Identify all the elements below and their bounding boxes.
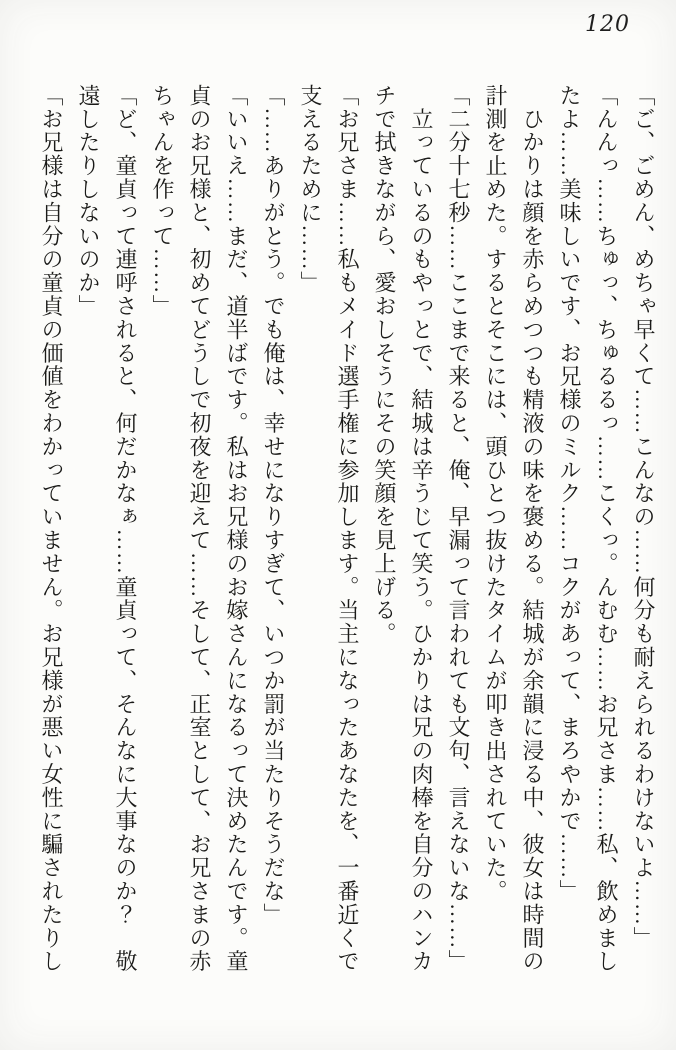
paragraph-dialogue-8: 「お兄様は自分の童貞の価値をわかっていません。お兄様が悪い女性に騙されたりし [39,84,64,974]
paragraph-dialogue-2: 「んんっ……ちゅっ、ちゅるるっ……こくっ。んむむ……お兄さま……私、飲めましたよ……美味しいです、お兄様のミルク……コクがあって、まろやかで……」 [557,84,619,974]
paragraph-narration-1: ひかりは顔を赤らめつつも精液の味を褒める。結城が余韻に浸る中、彼女は時間の計測を止めた。するとそこには、頭ひとつ抜けたタイムが叩き出されていた。 [483,84,545,974]
paragraph-dialogue-3: 「二分十七秒……ここまで来ると、俺、早漏って言われても文句、言えないな……」 [446,84,471,974]
paragraph-dialogue-4: 「お兄さま……私もメイド選手権に参加します。当主になったあなたを、一番近くで支えるために……」 [298,84,360,974]
paragraph-dialogue-6: 「いいえ……まだ、道半ばです。私はお兄様のお嫁さんになるって決めたんです。童貞のお兄様と、初めてどうしで初夜を迎えて……そして、正室として、お兄さまの赤ちゃんを作って……」 [150,84,249,974]
novel-text-block [28,84,662,976]
paragraph-dialogue-5: 「……ありがとう。でも俺は、幸せになりすぎて、いつか罰が当たりそうだな」 [261,84,286,927]
page-number: 120 [585,12,630,37]
paragraph-dialogue-1: 「ご、ごめん、めちゃ早くて……こんなの……何分も耐えられるわけないよ……」 [631,84,656,950]
paragraph-narration-2: 立っているのもやっとで、結城は辛うじて笑う。ひかりは兄の肉棒を自分のハンカチで拭きながら、愛おしそうにその笑顔を見上げる。 [372,84,434,974]
paragraph-dialogue-7: 「ど、童貞って連呼されると、何だかなぁ……童貞って、そんなに大事なのか？ 敬遠したりしないのか」 [76,84,138,974]
